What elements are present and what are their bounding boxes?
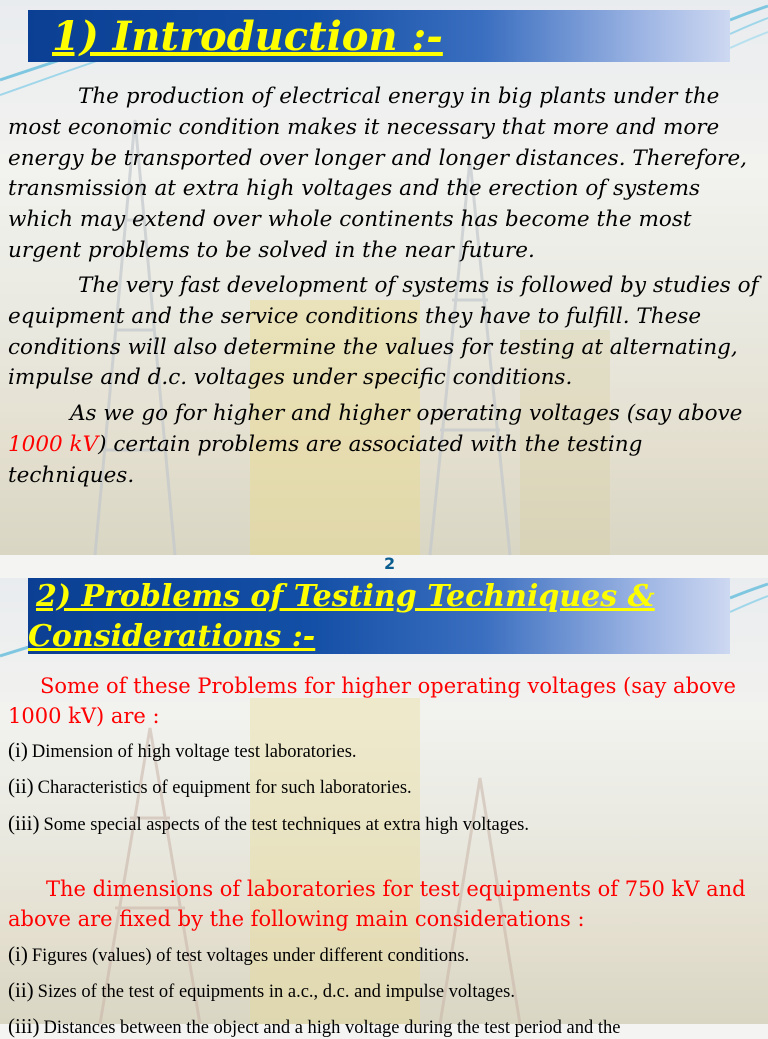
highlight-voltage: 1000 kV (8, 431, 99, 457)
considerations-intro: The dimensions of laboratories for test equipments of 750 kV and above are fixed by the following main considerations : (8, 877, 746, 931)
slide-title-line2: Considerations :- (28, 619, 316, 654)
list-item: (i) Dimension of high voltage test laboratories. (8, 738, 357, 762)
list-item: (ii) Sizes of the test of equipments in a.c., d.c. and impulse voltages. (8, 978, 515, 1002)
slide-title: 1) Introduction :- (52, 13, 443, 60)
paragraph: As we go for higher and higher operating voltages (say above 1000 kV) certain problems are associated with the testing techniques. (8, 401, 743, 488)
slide-title-line1: 2) Problems of Testing Techniques & (36, 579, 655, 614)
list-item: (ii) Characteristics of equipment for such laboratories. (8, 774, 412, 798)
paragraph: The very fast development of systems is followed by studies of equipment and the service conditions they have to fulfill. These conditions will also determine the values for testing at alternating, impulse and d.c. voltages under specific conditions. (8, 273, 759, 391)
problems-intro: Some of these Problems for higher operating voltages (say above 1000 kV) are : (8, 674, 736, 728)
paragraph: The production of electrical energy in big plants under the most economic condition makes it necessary that more and more energy be transported over longer and longer distances. Therefore, transmission at extra high voltages and the erection of systems which may extend over whole continents has become the most urgent problems to be solved in the near future. (8, 84, 748, 263)
slide-problems (0, 578, 768, 1038)
list-item: (iii) Some special aspects of the test techniques at extra high voltages. (8, 811, 529, 835)
list-item: (i) Figures (values) of test voltages under different conditions. (8, 942, 470, 966)
page-number: 2 (384, 554, 396, 573)
list-item: (iii) Distances between the object and a high voltage during the test period and the (8, 1014, 621, 1038)
